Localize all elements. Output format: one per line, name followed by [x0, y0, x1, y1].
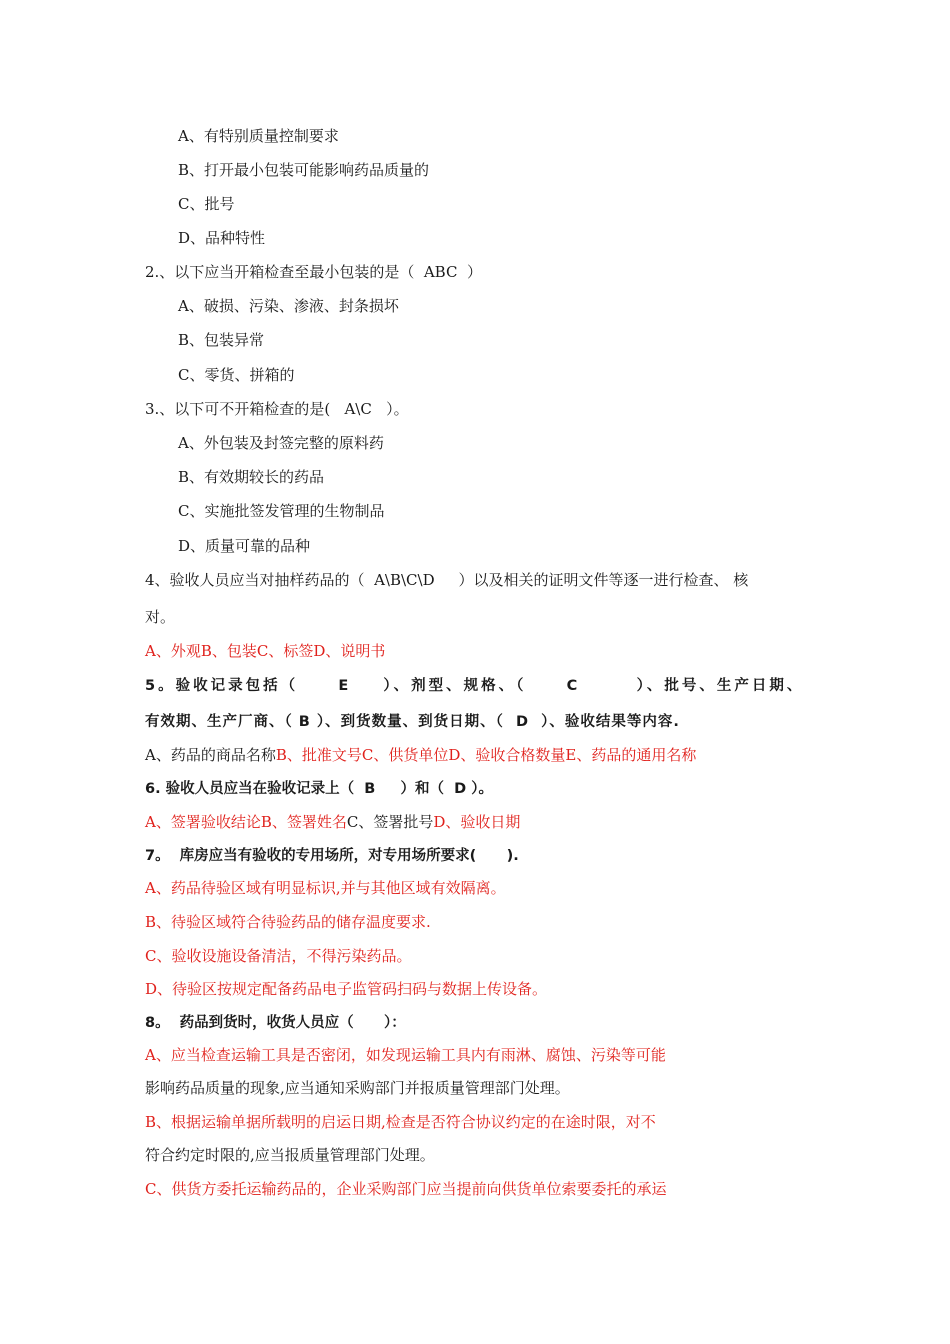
option-text-red: B、批准文号C、供货单位D、验收合格数量E、药品的通用名称 — [275, 746, 697, 764]
question-4: 4、验收人员应当对抽样药品的（ A\B\C\D ）以及相关的证明文件等逐一进行检查、 核 — [145, 571, 749, 589]
option-text: A、药品的商品名称 — [145, 746, 276, 764]
option-line: C、实施批签发管理的生物制品 — [178, 502, 385, 520]
answer-options-5 — [145, 745, 696, 765]
answer-options-4: A、外观B、包装C、标签D、说明书 — [145, 642, 386, 660]
question-5-cont: 有效期、生产厂商、（ B ）、到货数量、到货日期、（ D ）、验收结果等内容. — [145, 714, 680, 730]
option-line: A、破损、污染、渗液、封条损坏 — [178, 297, 399, 315]
option-text-red: A、签署验收结论 — [145, 813, 261, 831]
answer-line: A、药品待验区域有明显标识,并与其他区域有效隔离。 — [145, 879, 506, 897]
answer-line: A、应当检查运输工具是否密闭，如发现运输工具内有雨淋、腐蚀、污染等可能 — [145, 1046, 666, 1064]
option-text-red: B、签署姓名 — [260, 813, 347, 831]
question-8: 8。 药品到货时，收货人员应（ ）： — [145, 1015, 406, 1031]
answer-line: D、待验区按规定配备药品电子监管码扫码与数据上传设备。 — [145, 980, 548, 998]
answer-line: 符合约定时限的,应当报质量管理部门处理。 — [145, 1146, 435, 1164]
question-5: 5。验收记录包括（ E ）、剂型、规格、（ C ）、批号、生产日期、 — [145, 678, 805, 694]
question-4-cont: 对。 — [145, 608, 176, 626]
question-3: 3.、以下可不开箱检查的是( A\C ）。 — [145, 400, 409, 418]
answer-line: B、待验区域符合待验药品的储存温度要求. — [145, 913, 431, 931]
question-2: 2.、以下应当开箱检查至最小包装的是（ ABC ） — [145, 263, 482, 281]
answer-line: B、根据运输单据所载明的启运日期,检查是否符合协议约定的在途时限，对不 — [145, 1113, 656, 1131]
option-line: B、打开最小包装可能影响药品质量的 — [178, 161, 430, 179]
question-7: 7。 库房应当有验收的专用场所，对专用场所要求( ). — [145, 848, 519, 864]
question-6: 6. 验收人员应当在验收记录上（ B ）和（ D ）。 — [145, 781, 493, 797]
option-line: A、有特别质量控制要求 — [178, 127, 339, 145]
option-line: B、包装异常 — [178, 331, 265, 349]
option-text: C、签署批号 — [346, 813, 434, 831]
option-line: C、批号 — [178, 195, 235, 213]
answer-line: C、供货方委托运输药品的，企业采购部门应当提前向供货单位索要委托的承运 — [145, 1180, 667, 1198]
answer-line: C、验收设施设备清洁，不得污染药品。 — [145, 947, 412, 965]
option-line: D、品种特性 — [178, 229, 266, 247]
option-line: D、质量可靠的品种 — [178, 537, 311, 555]
option-line: A、外包装及封签完整的原料药 — [178, 434, 384, 452]
answer-options-6 — [145, 812, 520, 832]
option-line: C、零货、拼箱的 — [178, 366, 295, 384]
answer-line: 影响药品质量的现象,应当通知采购部门并报质量管理部门处理。 — [145, 1079, 570, 1097]
option-line: B、有效期较长的药品 — [178, 468, 325, 486]
option-text-red: D、验收日期 — [433, 813, 521, 831]
